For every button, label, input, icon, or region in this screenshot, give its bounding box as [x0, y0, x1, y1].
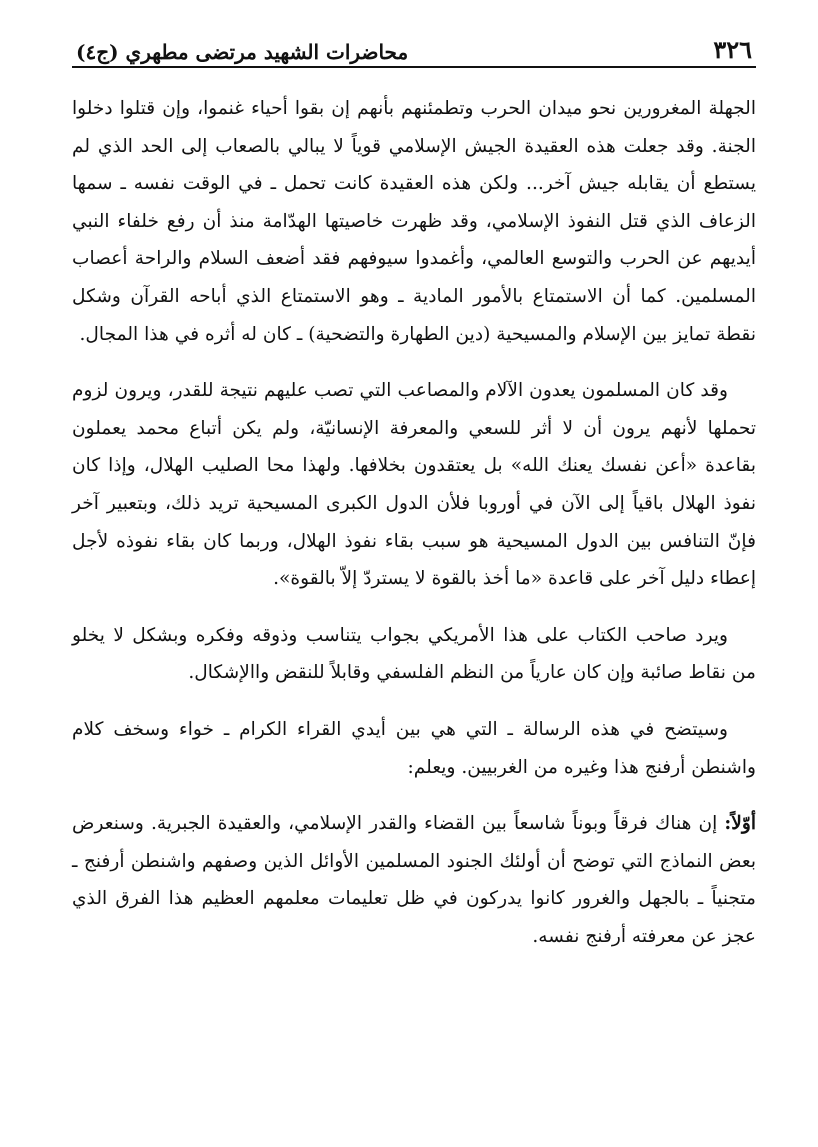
paragraph-5-text: إن هناك فرقاً وبوناً شاسعاً بين القضاء والقدر الإسلامي، والعقيدة الجبرية. وسنعرض بعض النماذج التي توضح أن أولئك الجنود المسلمين الأوائل الذين وصفهم واشنطن أرفنج ـ متجنياً ـ بالجهل والغرور كانوا يدركون في ظل تعليمات معلمهم العظيم هذا الفرق الذي عجز عن معرفته أرفنج نفسه.: [72, 813, 756, 947]
paragraph-5: [72, 805, 756, 955]
paragraph-4: وسيتضح في هذه الرسالة ـ التي هي بين أيدي القراء الكرام ـ خواء وسخف كلام واشنطن أرفنج هذا وغيره من الغربيين. ويعلم:: [72, 718, 756, 778]
page-header: [72, 28, 756, 68]
running-title: محاضرات الشهيد مرتضى مطهري (ج٤): [76, 40, 409, 64]
page-body: [72, 90, 756, 955]
paragraph-1: الجهلة المغرورين نحو ميدان الحرب وتطمئنهم بأنهم إن بقوا أحياء غنموا، وإن قتلوا دخلوا الجنة. وقد جعلت هذه العقيدة الجيش الإسلامي قوياً لا يبالي بالصعاب إلى الحد الذي لم يستطع أن يقابله جيش آخر... ولكن هذه العقيدة كانت تحمل ـ في الوقت نفسه ـ سمها الزعاف الذي قتل النفوذ الإسلامي، وقد ظهرت خاصيتها الهدّامة منذ أن رفع خلفاء النبي أيديهم عن الحرب والتوسع العالمي، وأغمدوا سيوفهم فقد أضعف السلام والراحة أعصاب المسلمين. كما أن الاستمتاع بالأمور المادية ـ وهو الاستمتاع الذي أباحه القرآن وشكل نقطة تمايز بين الإسلام والمسيحية (دين الطهارة والتضحية) ـ كان له أثره في هذا المجال.: [72, 98, 756, 345]
paragraph-5-lead: أوّلاً:: [724, 813, 756, 835]
page-number: ٣٢٦: [713, 35, 752, 64]
paragraph-3: ويرد صاحب الكتاب على هذا الأمريكي بجواب يتناسب وذوقه وفكره وبشكل لا يخلو من نقاط صائبة وإن كان عارياً من النظم الفلسفي وقابلاً للنقض واالإشكال.: [72, 624, 756, 684]
paragraph-2: وقد كان المسلمون يعدون الآلام والمصاعب التي تصب عليهم نتيجة للقدر، ويرون لزوم تحملها لأنهم يرون أن لا أثر للسعي والمعرفة الإنسانيّة، ولم يكن أتباع محمد يعملون بقاعدة «أعن نفسك يعنك الله» بل يعتقدون بخلافها. ولهذا محا الصليب الهلال، وإذا كان نفوذ الهلال باقياً إلى الآن في أوروبا فلأن الدول الكبرى المسيحية تريد ذلك، وبتعبير آخر فإنّ التنافس بين الدول المسيحية هو سبب بقاء نفوذ الهلال، وربما كان بقاء نفوذه لأجل إعطاء دليل آخر على قاعدة «ما أخذ بالقوة لا يستردّ إلاّ بالقوة».: [72, 380, 756, 590]
